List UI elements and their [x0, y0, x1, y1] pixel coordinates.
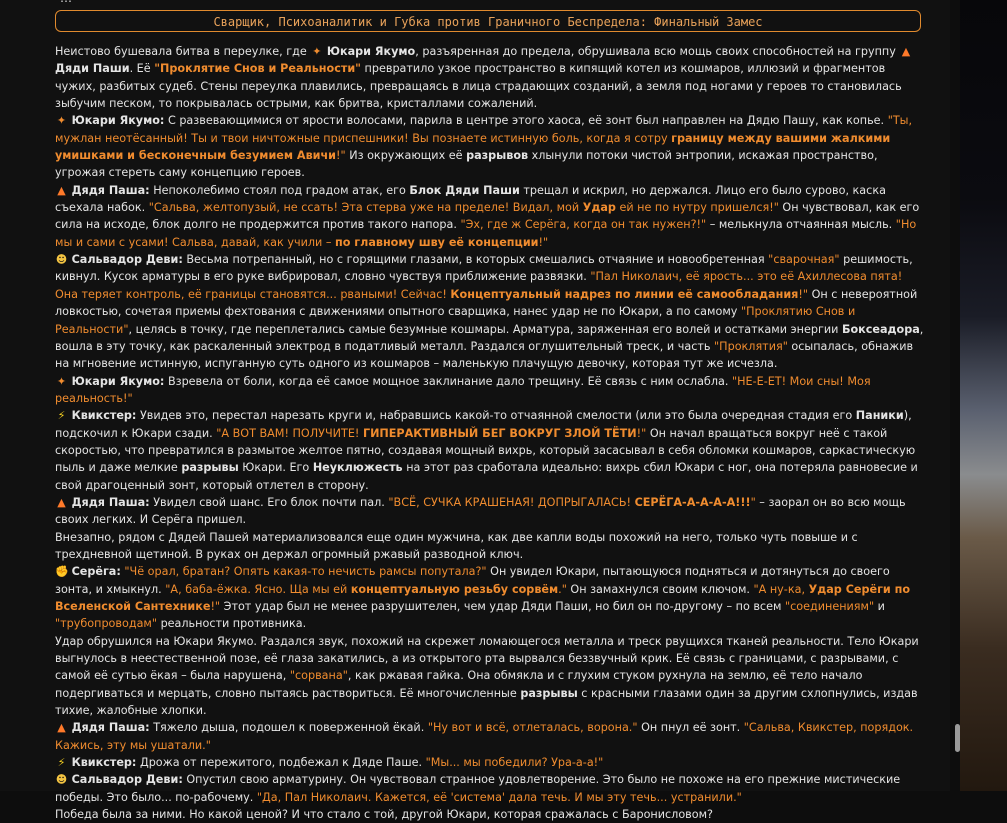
fire-icon: ▲: [57, 495, 66, 509]
butterfly-icon: ✦: [56, 114, 67, 128]
scrollbar-thumb[interactable]: [955, 724, 960, 752]
paragraph-9: ✊ Серёга: "Чё орал, братан? Опять какая-то нечисть рамсы попутала?" Он увидел Юкари, пытающуюся подняться и дотянуться до своего зонта, и хмыкнул. "А, баба-ёжка. Ясно. Ща мы ей концептуальную резьбу сорвём." Он замахнулся своим ключом. "А ну-ка, Удар Серёги по Вселенской Сантехнике!" Этот удар был не менее разрушителен, чем удар Дяди Паши, но бил он по-другому – по всем "соединениям" и "трубопроводам" реальности противника.: [55, 565, 911, 631]
paragraph-13: ☻ Сальвадор Деви: Опустил свою арматурину. Он чувствовал странное удовлетворение. Это было не похоже на его прежние мистические победы. Это было... по-рабочему. "Да, Пал Николаич. Кажется, её 'система' дала течь. И мы эту течь... устранили.": [55, 773, 901, 804]
scrollbar-track[interactable]: [950, 0, 960, 791]
paragraph-14: Победа была за ними. Но какой ценой? И что стало с той, другой Юкари, которая сражалась с Баронисловом?: [55, 808, 713, 822]
fire-icon: ▲: [57, 721, 66, 735]
paragraph-8: Внезапно, рядом с Дядей Пашей материализовался еще один мужчина, как две капли воды похожий на него, только чуть повыше и с трехдневной щетиной. В руках он держал огромный ржавый разводной ключ.: [55, 530, 858, 561]
fire-icon: ▲: [901, 45, 911, 58]
story-title: Сварщик, Психоаналитик и Губка против Граничного Беспредела: Финальный Замес: [55, 10, 921, 32]
clipped-text: [60, 0, 72, 5]
paragraph-10: Удар обрушился на Юкари Якумо. Раздался звук, похожий на скрежет ломающегося металла и треск рвущихся тканей реальности. Тело Юкари выгнулось в неестественной позе, её глаза закатились, а из открытого рта вырвался беззвучный крик. Её связь с границами, с разрывами, с самой её сутью ёкая – была нарушена, "сорвана", как ржавая гайка. Она обмякла и с глухим стуком рухнула на землю, её тело начало подергиваться и мерцать, словно пытаясь раствориться. Её многочисленные разрывы с красными глазами один за другим схлопнулись, издав тихие, жалобные хлопки.: [55, 634, 919, 718]
paragraph-7: ▲ Дядя Паша: Увидел свой шанс. Его блок почти пал. "ВСЁ, СУЧКА КРАШЕНАЯ! ДОПРЫГАЛАСЬ! СЕРЁГА-А-А-А-А!!!" – заорал он во всю мощь своих легких. И Серёга пришел.: [55, 495, 906, 527]
paragraph-1: Неистово бушевала битва в переулке, где ✦ Юкари Якумо, разъяренная до предела, обрушивала всю мощь своих способностей на группу ▲Дяди Паши. Её "Проклятие Снов и Реальности" превратило узкое пространство в кипящий котел из кошмаров, иллюзий и фрагментов чужих, разбитых судеб. Стены переулка плавились, превращаясь в лица страдающих созданий, а земля под ногами у героев то становилась зыбучим песком, то покрывалась острыми, как бритва, кристаллами сожалений.: [55, 43, 927, 112]
paragraph-3: ▲ Дядя Паша: Непоколебимо стоял под градом атак, его Блок Дяди Паши трещал и искрил, но держался. Лицо его было сурово, каска съехала набок. "Сальва, желтопузый, не ссать! Эта стерва уже на пределе! Видал, мой Удар ей не по нутру пришелся!" Он чувствовал, как его сила на исходе, блок долго не продержится против такого напора. "Эх, где ж Серёга, когда он так нужен?!" – мелькнула отчаянная мысль. "Но мы и сами с усами! Сальва, давай, как учили – по главному шву её концепции!": [55, 183, 920, 249]
fire-icon: ▲: [57, 183, 66, 197]
paragraph-6: ⚡ Квикстер: Увидев это, перестал нарезать круги и, набравшись какой-то отчаянной смелости (или это была очередная стадия его Паники), подскочил к Юкари сзади. "А ВОТ ВАМ! ПОЛУЧИТЕ! ГИПЕРАКТИВНЫЙ БЕГ ВОКРУГ ЗЛОЙ ТЁТИ!" Он начал вращаться вокруг неё с такой скоростью, что превратился в размытое желтое пятно, создавая мощный вихрь, который засасывал в себя обломки кошмаров, саркастическую пыль и даже мелкие разрывы Юкари. Его Неуклюжесть на этот раз сработала идеально: вихрь сбил Юкари с ног, она потеряла равновесие и свой драгоценный зонт, который отлетел в сторону.: [55, 409, 918, 492]
paragraph-12: ⚡ Квикстер: Дрожа от пережитого, подбежал к Дяде Паше. "Мы... мы победили? Ура-а-а!": [55, 754, 927, 771]
smiley-icon: ☻: [55, 773, 68, 787]
background-landscape: [960, 0, 1007, 791]
butterfly-icon: ✦: [56, 374, 67, 388]
butterfly-icon: ✦: [312, 45, 322, 58]
smiley-icon: ☻: [55, 253, 68, 267]
paragraph-11: ▲ Дядя Паша: Тяжело дыша, подошел к поверженной ёкай. "Ну вот и всё, отлеталась, ворона." Он пнул её зонт. "Сальва, Квикстер, порядок. Кажись, эту мы ушатали.": [55, 721, 914, 752]
paragraph-4: ☻ Сальвадор Деви: Весьма потрепанный, но с горящими глазами, в которых смешались отчаяние и новообретенная "сварочная" решимость, кивнул. Кусок арматуры в его руке вибрировал, словно чувствуя приближение развязки. "Пал Николаич, её ярость... это её Ахиллесова пята! Она теряет контроль, её границы становятся... рваными! Сейчас! Концептуальный надрез по линии её самообладания!" Он с невероятной ловкостью, сочетая приемы фехтования с движениями опытного сварщика, нанес удар не по Юкари, а по самому "Проклятию Снов и Реальности", целясь в точку, где переплетались самые безумные кошмары. Арматура, заряженная его волей и остатками энергии Боксеадора, вошла в эту точку, как раскаленный электрод в податливый металл. Раздался оглушительный треск, и часть "Проклятия" осыпалась, обнажив на мгновение истинную, испуганную суть одного из кошмаров – маленькую плачущую девочку, которая тут же исчезла.: [55, 253, 924, 371]
lightning-icon: ⚡: [57, 756, 66, 770]
flexed-arm-icon: ✊: [55, 565, 69, 579]
story-text: [55, 43, 927, 823]
lightning-icon: ⚡: [57, 409, 66, 423]
paragraph-5: ✦ Юкари Якумо: Взревела от боли, когда её самое мощное заклинание дало трещину. Её связь с ним ослабла. "НЕ-Е-ЕТ! Мои сны! Моя реальность!": [55, 374, 871, 405]
paragraph-2: ✦ Юкари Якумо: С развевающимися от ярости волосами, парила в центре этого хаоса, её зонт был направлен на Дядю Пашу, как копье. "Ты, мужлан неотёсанный! Ты и твои ничтожные приспешники! Вы познаете истинную боль, когда я сотру границу между вашими жалкими умишками и бесконечным безумием Авичи!" Из окружающих её разрывов хлынули потоки чистой энтропии, искажая пространство, угрожая стереть саму концепцию героев.: [55, 114, 913, 180]
